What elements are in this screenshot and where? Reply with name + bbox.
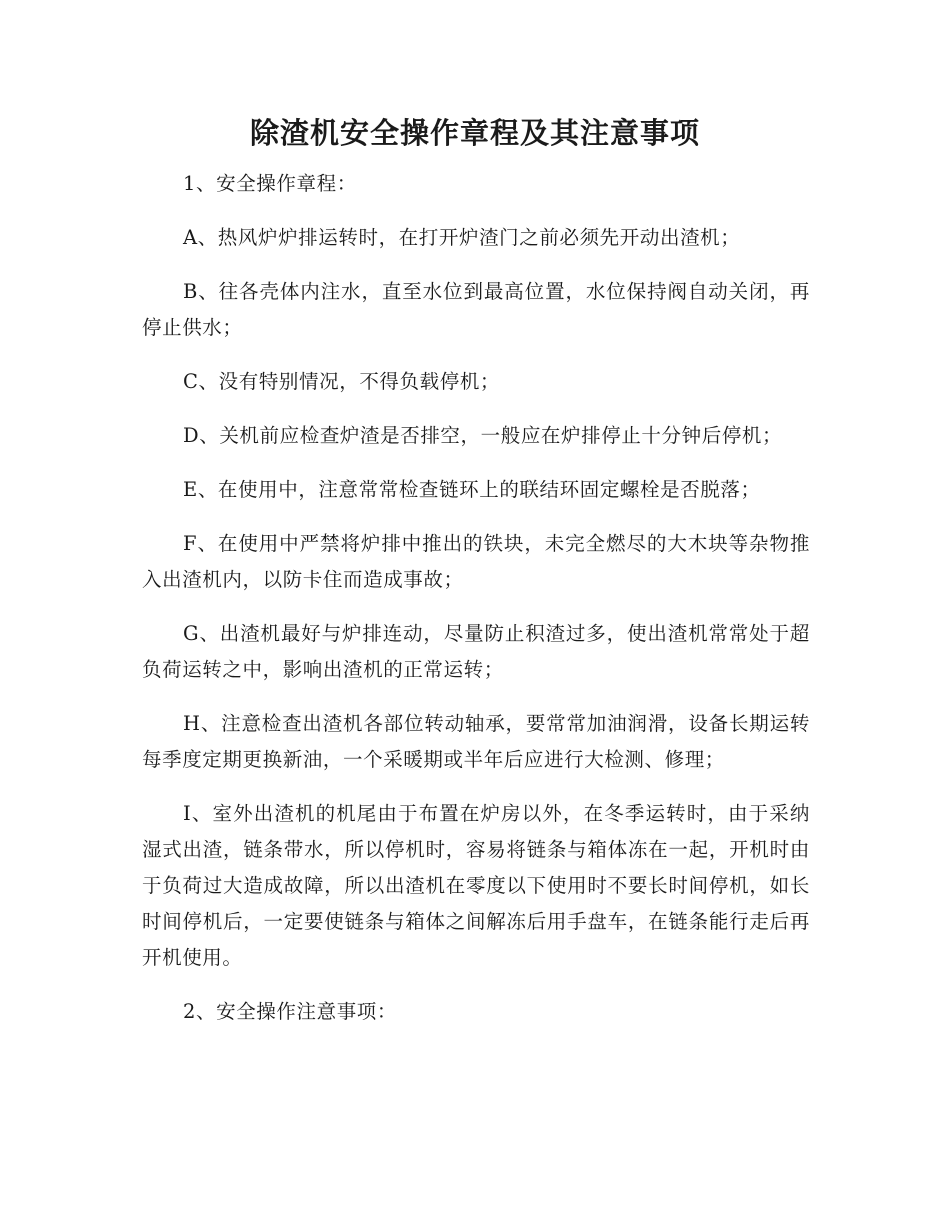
- rule-c: C、没有特别情况，不得负载停机；: [183, 370, 501, 393]
- section-heading-1: 1、安全操作章程：: [183, 172, 357, 195]
- document-title: 除渣机安全操作章程及其注意事项: [249, 116, 700, 150]
- rule-g: G、出渣机最好与炉排连动，尽量防止积渣过多，使出渣机常常处于超负荷运转之中，影响出渣机的正常运转；: [142, 622, 810, 681]
- section-heading-2: 2、安全操作注意事项：: [183, 1000, 398, 1023]
- rule-i: I、室外出渣机的机尾由于布置在炉房以外，在冬季运转时，由于采纳湿式出渣，链条带水，所以停机时，容易将链条与箱体冻在一起，开机时由于负荷过大造成故障，所以出渣机在零度以下使用时不要长时间停机，如长时间停机后，一定要使链条与箱体之间解冻后用手盘车，在链条能行走后再开机使用。: [142, 802, 810, 969]
- rule-b: B、往各壳体内注水，直至水位到最高位置，水位保持阀自动关闭，再停止供水；: [142, 280, 810, 339]
- rule-e: E、在使用中，注意常常检查链环上的联结环固定螺栓是否脱落；: [183, 478, 761, 501]
- document-body: [142, 166, 810, 1048]
- rule-h: H、注意检查出渣机各部位转动轴承，要常常加油润滑，设备长期运转每季度定期更换新油，一个采暖期或半年后应进行大检测、修理；: [142, 712, 810, 771]
- rule-a: A、热风炉炉排运转时，在打开炉渣门之前必须先开动出渣机；: [183, 226, 741, 249]
- rule-f: F、在使用中严禁将炉排中推出的铁块，未完全燃尽的大木块等杂物推入出渣机内，以防卡住而造成事故；: [142, 532, 810, 591]
- rule-d: D、关机前应检查炉渣是否排空，一般应在炉排停止十分钟后停机；: [183, 424, 783, 447]
